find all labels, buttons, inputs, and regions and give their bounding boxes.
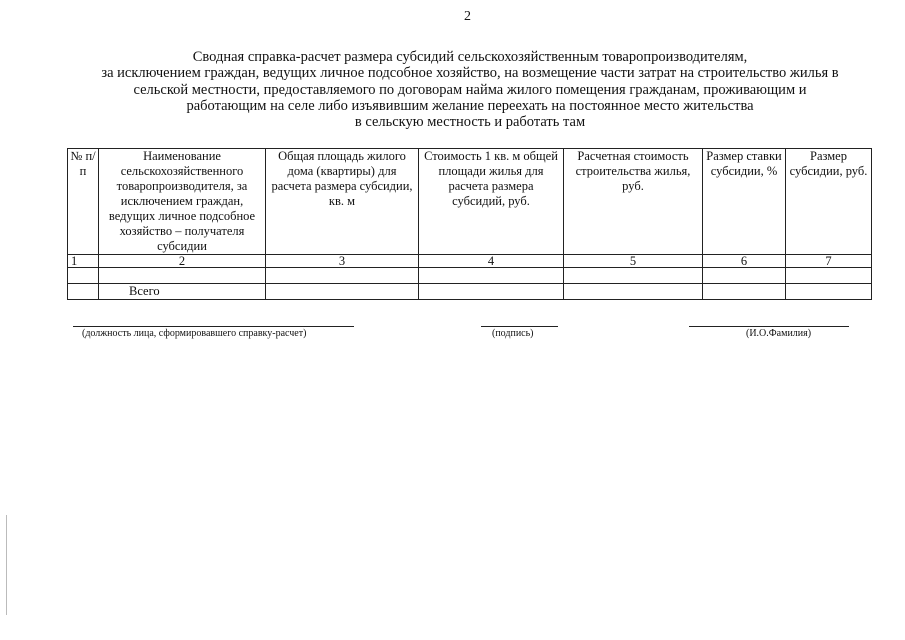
table-cell	[703, 268, 786, 284]
table-cell	[266, 268, 419, 284]
table-cell	[68, 268, 99, 284]
header-cell-subsidy-amount: Размер субсидии, руб.	[786, 149, 872, 255]
header-cell-total-area: Общая площадь жилого дома (квартиры) для расчета размера субсидии, кв. м	[266, 149, 419, 255]
total-label: Всего	[99, 284, 266, 300]
header-cell-cost-per-sqm: Стоимость 1 кв. м общей площади жилья для расчета размера субсидий, руб.	[419, 149, 564, 255]
document-title	[60, 49, 880, 130]
table-cell	[99, 268, 266, 284]
table-cell	[786, 268, 872, 284]
header-cell-estimated-cost: Расчетная стоимость строительства жилья, руб.	[564, 149, 703, 255]
header-cell-subsidy-rate: Размер ставки субсидии, %	[703, 149, 786, 255]
column-number: 3	[266, 255, 419, 268]
page-number: 2	[464, 9, 471, 24]
table-cell	[419, 284, 564, 300]
column-number: 4	[419, 255, 564, 268]
table-cell	[564, 284, 703, 300]
signature-label: (подпись)	[492, 328, 534, 339]
title-line: работающим на селе либо изъявившим желание переехать на постоянное место жительства	[186, 97, 754, 114]
table-header-row	[68, 149, 872, 255]
table-cell	[266, 284, 419, 300]
position-label: (должность лица, сформировавшего справку-расчет)	[82, 328, 307, 339]
subsidy-table	[67, 148, 872, 300]
table-cell	[419, 268, 564, 284]
column-number: 5	[564, 255, 703, 268]
table-row-empty	[68, 268, 872, 284]
column-number: 1	[68, 255, 99, 268]
table-cell	[703, 284, 786, 300]
signature-line	[481, 326, 558, 327]
header-cell-producer-name: Наименование сельскохозяйственного товаропроизводителя, за исключением граждан, ведущих личное подсобное хозяйство – получателя субсидии	[99, 149, 266, 255]
column-number: 7	[786, 255, 872, 268]
title-line: в сельскую местность и работать там	[354, 114, 586, 131]
title-line: за исключением граждан, ведущих личное подсобное хозяйство, на возмещение части затрат на строительство жилья в	[101, 65, 839, 82]
table-cell	[564, 268, 703, 284]
column-number: 6	[703, 255, 786, 268]
name-label: (И.О.Фамилия)	[746, 328, 812, 339]
header-cell-number: № п/п	[68, 149, 99, 255]
table-row-total	[68, 284, 872, 300]
name-signature-line	[689, 326, 849, 327]
table-cell	[68, 284, 99, 300]
scan-margin-mark	[6, 515, 7, 615]
table-cell	[786, 284, 872, 300]
column-number: 2	[99, 255, 266, 268]
column-number-row	[68, 255, 872, 268]
position-signature-line	[73, 326, 354, 327]
title-line: Сводная справка-расчет размера субсидий сельскохозяйственным товаропроизводителям,	[192, 49, 748, 65]
title-line: сельской местности, предоставляемого по договорам найма жилого помещения гражданам, проживающим и	[133, 81, 807, 98]
